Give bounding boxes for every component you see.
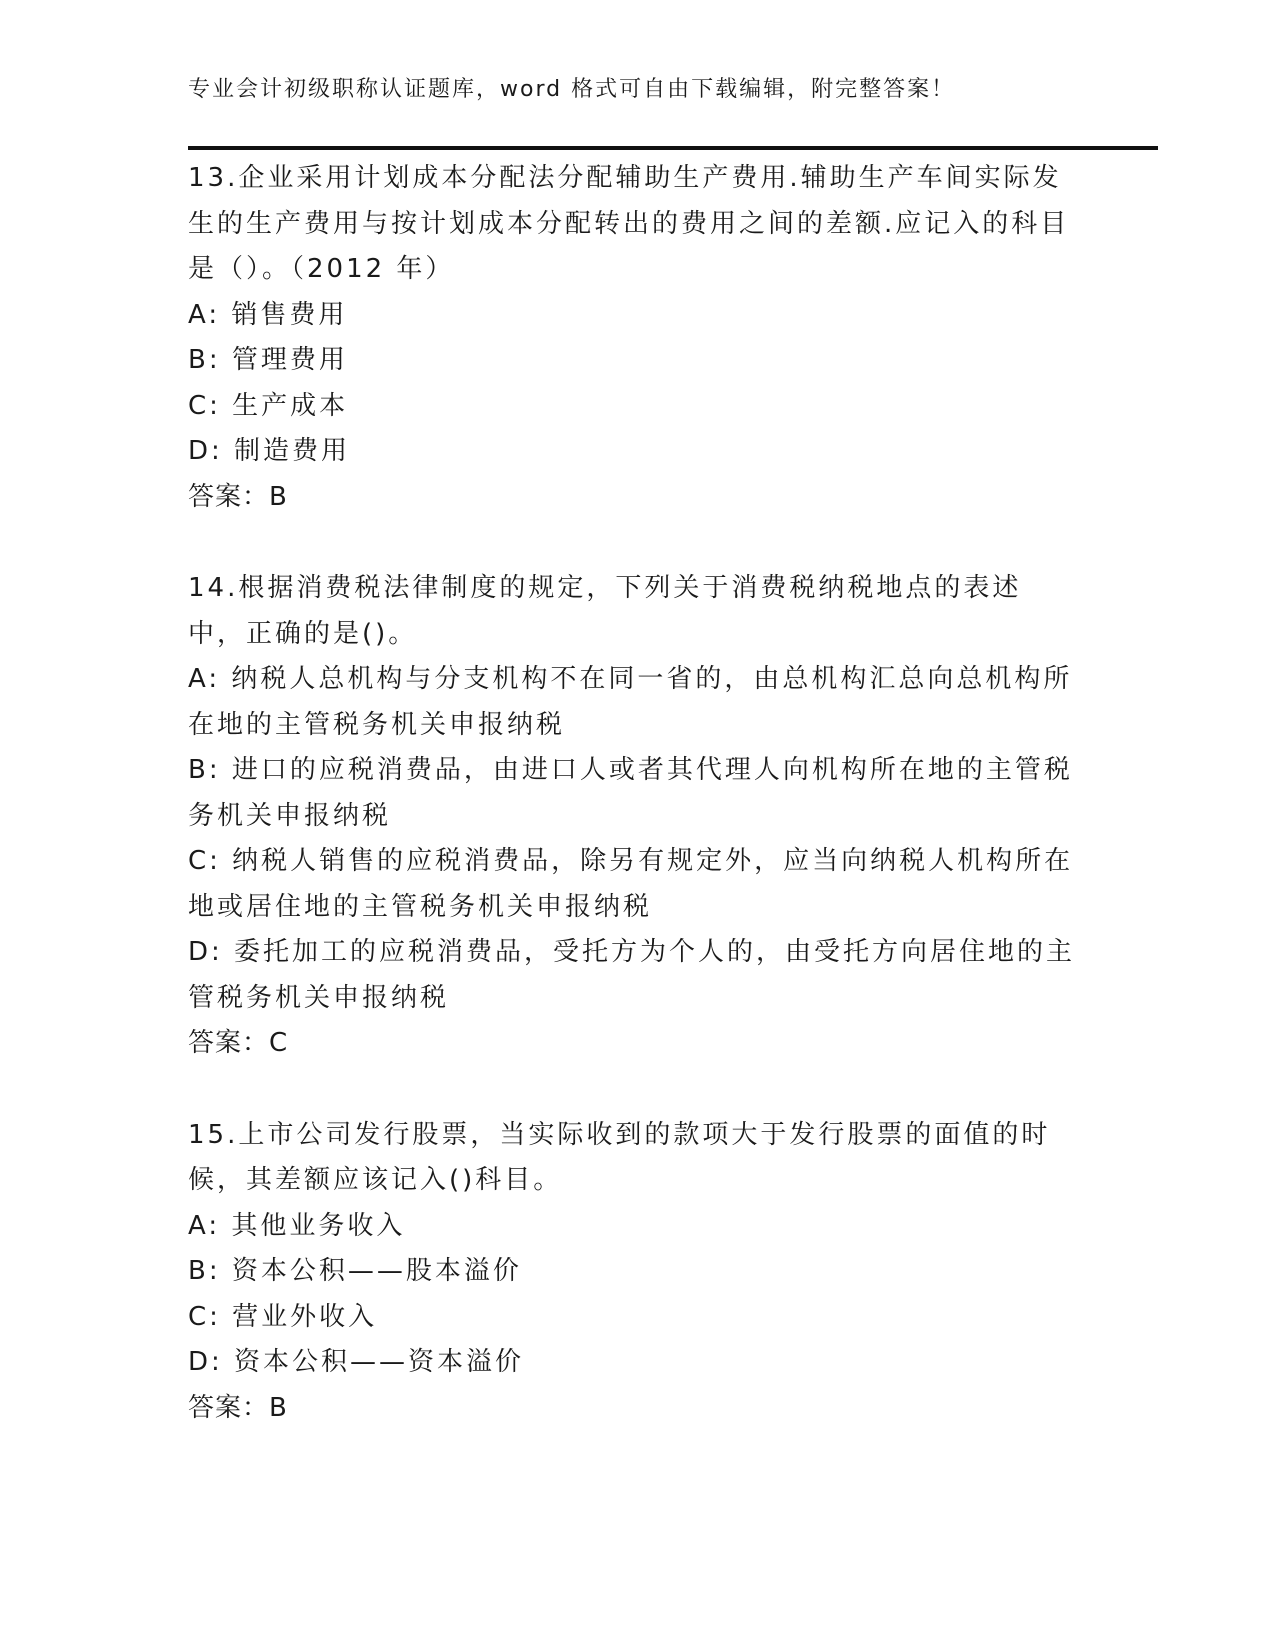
option-b: B: 管理费用 [188,345,348,375]
option-d: D: 资本公积——资本溢价 [188,1347,525,1377]
option-c: C: 生产成本 [188,390,349,421]
question-stem: 13.企业采用计划成本分配法分配辅助生产费用.辅助生产车间实际发生的生产费用与按计划成本分配转出的费用之间的差额.应记入的科目是（）。（2012 年） [188,163,1070,284]
option-a: A: 纳税人总机构与分支机构不在同一省的，由总机构汇总向总机构所在地的主管税务机关申报纳税 [188,664,1073,740]
question-13 [188,156,1078,520]
option-a: A: 销售费用 [188,299,348,330]
option-c: C: 纳税人销售的应税消费品，除另有规定外，应当向纳税人机构所在地或居住地的主管税务机关申报纳税 [188,846,1074,922]
option-b: B: 资本公积——股本溢价 [188,1256,522,1286]
option-a: A: 其他业务收入 [188,1210,406,1241]
question-14 [188,566,1078,1067]
question-list [188,156,1078,1477]
answer: 答案：B [188,1392,288,1423]
page-header: 专业会计初级职称认证题库，word 格式可自由下载编辑，附完整答案！ [188,77,956,102]
question-stem: 14.根据消费税法律制度的规定，下列关于消费税纳税地点的表述中，正确的是()。 [188,573,1022,649]
option-b: B: 进口的应税消费品，由进口人或者其代理人向机构所在地的主管税务机关申报纳税 [188,755,1073,831]
answer: 答案：C [188,1028,289,1058]
question-stem: 15.上市公司发行股票，当实际收到的款项大于发行股票的面值的时候，其差额应该记入()科目。 [188,1119,1051,1195]
option-d: D: 委托加工的应税消费品，受托方为个人的，由受托方向居住地的主管税务机关申报纳税 [188,937,1076,1013]
answer: 答案：B [188,481,288,512]
option-d: D: 制造费用 [188,436,351,466]
header-divider [188,146,1158,150]
option-c: C: 营业外收入 [188,1301,378,1332]
question-15 [188,1113,1078,1432]
